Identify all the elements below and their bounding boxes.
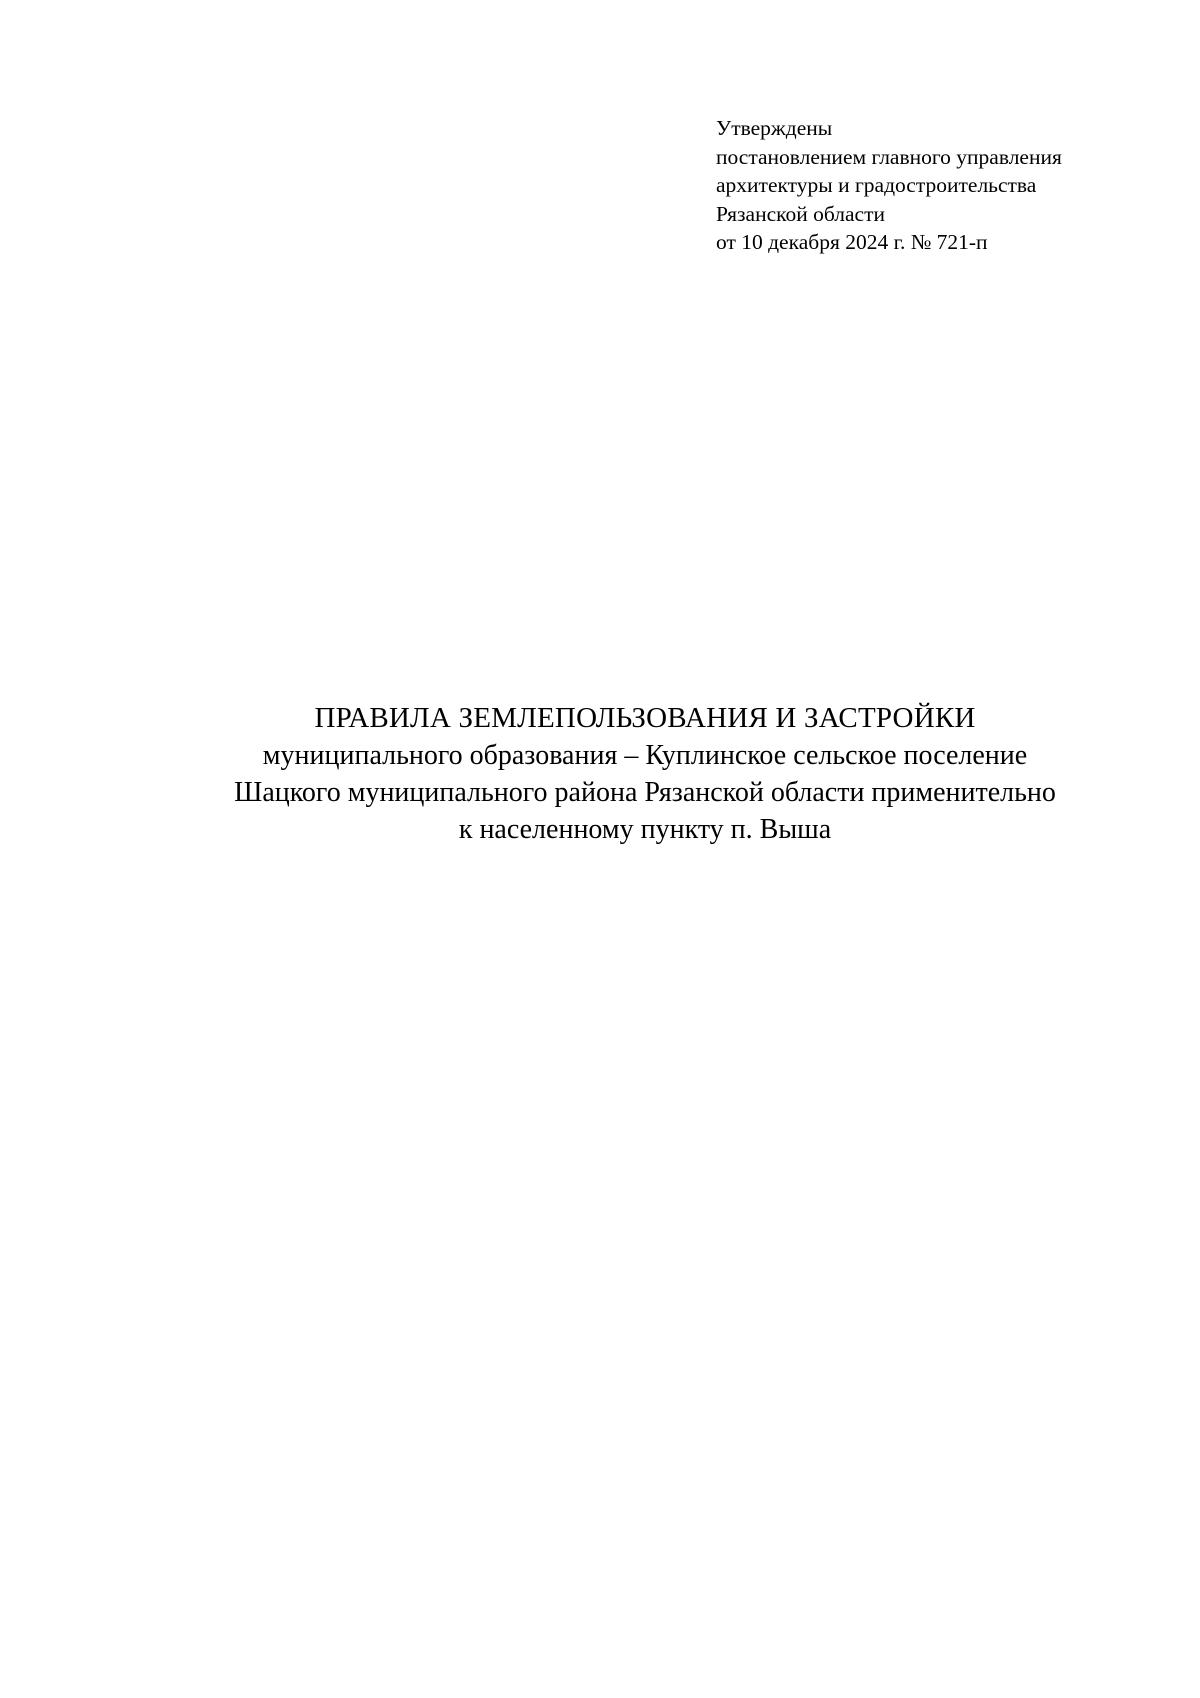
approval-line-approved: Утверждены [716,116,833,140]
approval-line-date-number: от 10 декабря 2024 г. № 721-п [716,230,988,254]
approval-stamp-block [716,114,1156,257]
approval-line-department: архитектуры и градостроительства [716,173,1037,197]
document-subtitle-line-1: муниципального образования – Куплинское сельское поселение [262,740,1028,771]
document-title-block [100,700,1190,848]
approval-line-resolution: постановлением главного управления [716,144,1062,169]
document-main-title: ПРАВИЛА ЗЕМЛЕПОЛЬЗОВАНИЯ И ЗАСТРОЙКИ [314,702,976,734]
approval-line-region: Рязанской области [716,201,885,226]
document-subtitle-line-3: к населенному пункту п. Выша [458,814,832,845]
document-subtitle-line-2: Шацкого муниципального района Рязанской области применительно [234,777,1056,808]
